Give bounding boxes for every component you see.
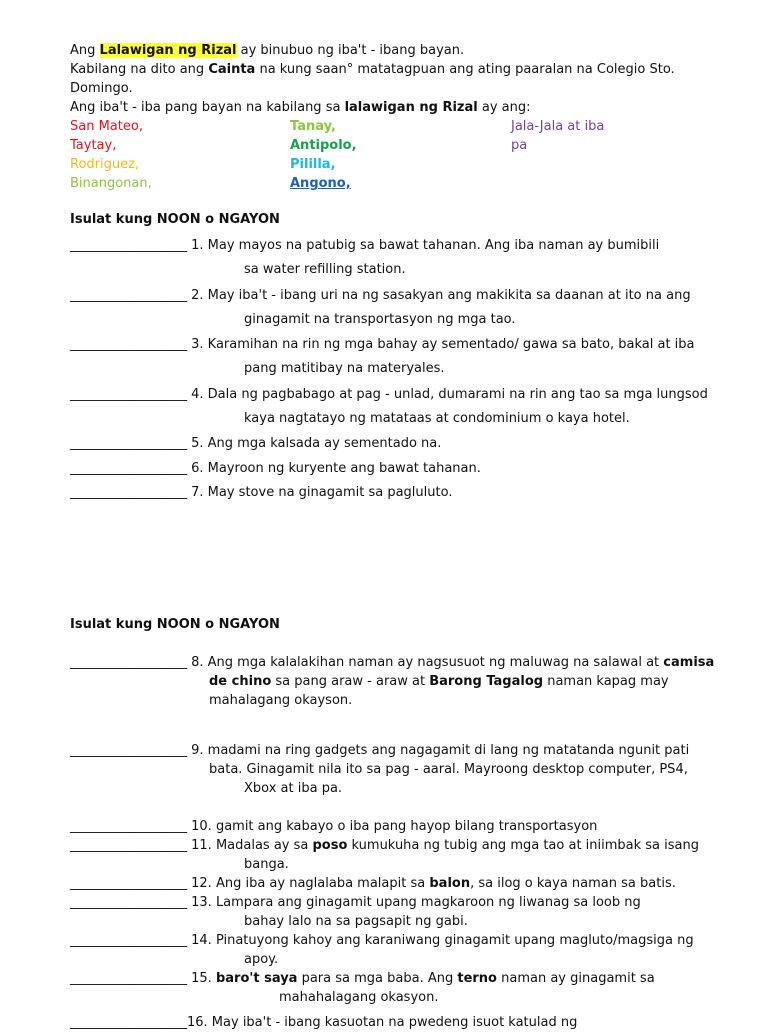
section-1-heading: Isulat kung NOON o NGAYON — [70, 212, 280, 227]
bold-term: poso — [312, 838, 348, 853]
question-item-11 — [70, 837, 699, 855]
question-text: naman kapag may — [543, 674, 669, 689]
question-text: 4. Dala ng pagbabago at pag - unlad, dumarami na rin ang tao sa mga lungsod — [187, 387, 708, 402]
question-continuation: mahahalagang okasyon. — [279, 990, 439, 1005]
question-text: 16. May iba't - ibang kasuotan na pwedeng isuot katulad ng — [187, 1015, 578, 1030]
question-text: 15. — [187, 971, 216, 986]
question-continuation: ginagamit na transportasyon ng mga tao. — [244, 312, 516, 327]
municipality-name: Taytay, — [70, 138, 117, 153]
question-text: 2. May iba't - ibang uri na ng sasakyan ang makikita sa daanan at ito na ang — [187, 288, 691, 303]
municipality-name: Tanay, — [290, 119, 336, 134]
question-item-1 — [70, 237, 659, 255]
question-text: 6. Mayroon ng kuryente ang bawat tahanan. — [187, 461, 481, 476]
intro-text: ay ang: — [477, 100, 531, 115]
municipality-name: San Mateo, — [70, 119, 143, 134]
question-continuation: Xbox at iba pa. — [244, 781, 343, 796]
municipality-name: pa — [511, 138, 528, 153]
section-2-heading: Isulat kung NOON o NGAYON — [70, 617, 280, 632]
intro-text: Kabilang na dito ang — [70, 62, 209, 77]
question-text: kumukuha ng tubig ang mga tao at iniimbak sa isang — [347, 838, 700, 853]
question-continuation: mahalagang okayson. — [209, 693, 353, 708]
answer-blank[interactable]: __________________ — [70, 461, 187, 476]
question-item-9 — [70, 742, 689, 760]
question-text: 5. Ang mga kalsada ay sementado na. — [187, 436, 442, 451]
answer-blank[interactable]: __________________ — [70, 743, 187, 758]
question-text: , sa ilog o kaya naman sa batis. — [470, 876, 676, 891]
province-name-bold: lalawigan ng Rizal — [344, 100, 478, 115]
question-text: 14. Pinatuyong kahoy ang karaniwang ginagamit upang magluto/magsiga ng — [187, 933, 694, 948]
answer-blank[interactable]: __________________ — [70, 485, 187, 500]
question-text: 3. Karamihan na rin ng mga bahay ay sementado/ gawa sa bato, bakal at iba — [187, 337, 695, 352]
municipality-name: Rodriguez, — [70, 157, 140, 172]
question-text: 13. Lampara ang ginagamit upang magkaroon ng liwanag sa loob ng — [187, 895, 641, 910]
bold-term: terno — [457, 971, 497, 986]
question-item-13 — [70, 894, 641, 912]
question-text: 7. May stove na ginagamit sa pagluluto. — [187, 485, 453, 500]
municipality-name: Angono, — [290, 176, 351, 191]
town-name-cainta: Cainta — [208, 62, 256, 77]
question-continuation: apoy. — [244, 952, 279, 967]
question-item-16 — [70, 1014, 577, 1032]
municipality-name: Binangonan, — [70, 176, 152, 191]
question-text: 11. Madalas ay sa — [187, 838, 313, 853]
question-text: 10. gamit ang kabayo o iba pang hayop bilang transportasyon — [187, 819, 598, 834]
question-text: para sa mga baba. Ang — [297, 971, 458, 986]
intro-text: na kung saan° matatagpuan ang ating paaralan na Colegio Sto. — [255, 62, 675, 77]
bold-term: baro't saya — [215, 971, 298, 986]
question-item-5 — [70, 435, 441, 453]
question-item-3 — [70, 336, 695, 354]
question-item-12 — [70, 875, 676, 893]
municipality-name: Antipolo, — [290, 138, 357, 153]
question-item-2 — [70, 287, 691, 305]
question-continuation: bata. Ginagamit nila ito sa pag - aaral. Mayroong desktop computer, PS4, — [209, 762, 688, 777]
answer-blank[interactable]: __________________ — [70, 838, 187, 853]
intro-text: Ang — [70, 43, 100, 58]
municipality-name: Pililla, — [290, 157, 336, 172]
question-text: 9. madami na ring gadgets ang nagagamit di lang ng matatanda ngunit pati — [187, 743, 690, 758]
answer-blank[interactable]: __________________ — [70, 337, 187, 352]
question-item-10 — [70, 818, 597, 836]
answer-blank[interactable]: __________________ — [70, 288, 187, 303]
answer-blank[interactable]: __________________ — [70, 971, 187, 986]
question-item-15 — [70, 970, 655, 988]
question-item-6 — [70, 460, 481, 478]
question-item-7 — [70, 484, 452, 502]
question-item-8 — [70, 654, 714, 672]
question-continuation: sa water refilling station. — [244, 262, 406, 277]
answer-blank[interactable]: __________________ — [70, 387, 187, 402]
question-item-14 — [70, 932, 694, 950]
municipality-name: Jala-Jala at iba — [511, 119, 605, 134]
highlighted-province-name: Lalawigan ng Rizal — [99, 43, 237, 58]
intro-line-2 — [70, 61, 675, 79]
question-text: 8. Ang mga kalalakihan naman ay nagsusuot ng maluwag na salawal at — [187, 655, 664, 670]
question-text: sa pang araw - araw at — [271, 674, 430, 689]
question-text: naman ay ginagamit sa — [497, 971, 655, 986]
question-item-4 — [70, 386, 708, 404]
question-text: 1. May mayos na patubig sa bawat tahanan. Ang iba naman ay bumibili — [187, 238, 660, 253]
intro-text: ay binubuo ng iba't - ibang bayan. — [236, 43, 465, 58]
question-continuation: bahay lalo na sa pagsapit ng gabi. — [244, 914, 468, 929]
bold-term: de chino — [209, 674, 272, 689]
question-continuation: kaya nagtatayo ng matataas at condominium o kaya hotel. — [244, 411, 630, 426]
answer-blank[interactable]: __________________ — [70, 933, 187, 948]
answer-blank[interactable]: __________________ — [70, 238, 187, 253]
question-continuation: banga. — [244, 857, 289, 872]
intro-text: Ang iba't - iba pang bayan na kabilang sa — [70, 100, 345, 115]
bold-term: camisa — [663, 655, 715, 670]
answer-blank[interactable]: __________________ — [70, 895, 187, 910]
bold-term: Barong Tagalog — [429, 674, 544, 689]
bold-term: balon — [429, 876, 471, 891]
answer-blank[interactable]: __________________ — [70, 819, 187, 834]
question-text: 12. Ang iba ay naglalaba malapit sa — [187, 876, 430, 891]
answer-blank[interactable]: __________________ — [70, 876, 187, 891]
answer-blank[interactable]: __________________ — [70, 436, 187, 451]
intro-line-4 — [70, 99, 530, 117]
question-continuation — [209, 673, 669, 691]
intro-line-1 — [70, 42, 464, 60]
answer-blank[interactable]: __________________ — [70, 655, 187, 670]
intro-line-3: Domingo. — [70, 81, 133, 96]
question-continuation: pang matitibay na materyales. — [244, 361, 445, 376]
answer-blank[interactable]: __________________ — [70, 1015, 187, 1030]
